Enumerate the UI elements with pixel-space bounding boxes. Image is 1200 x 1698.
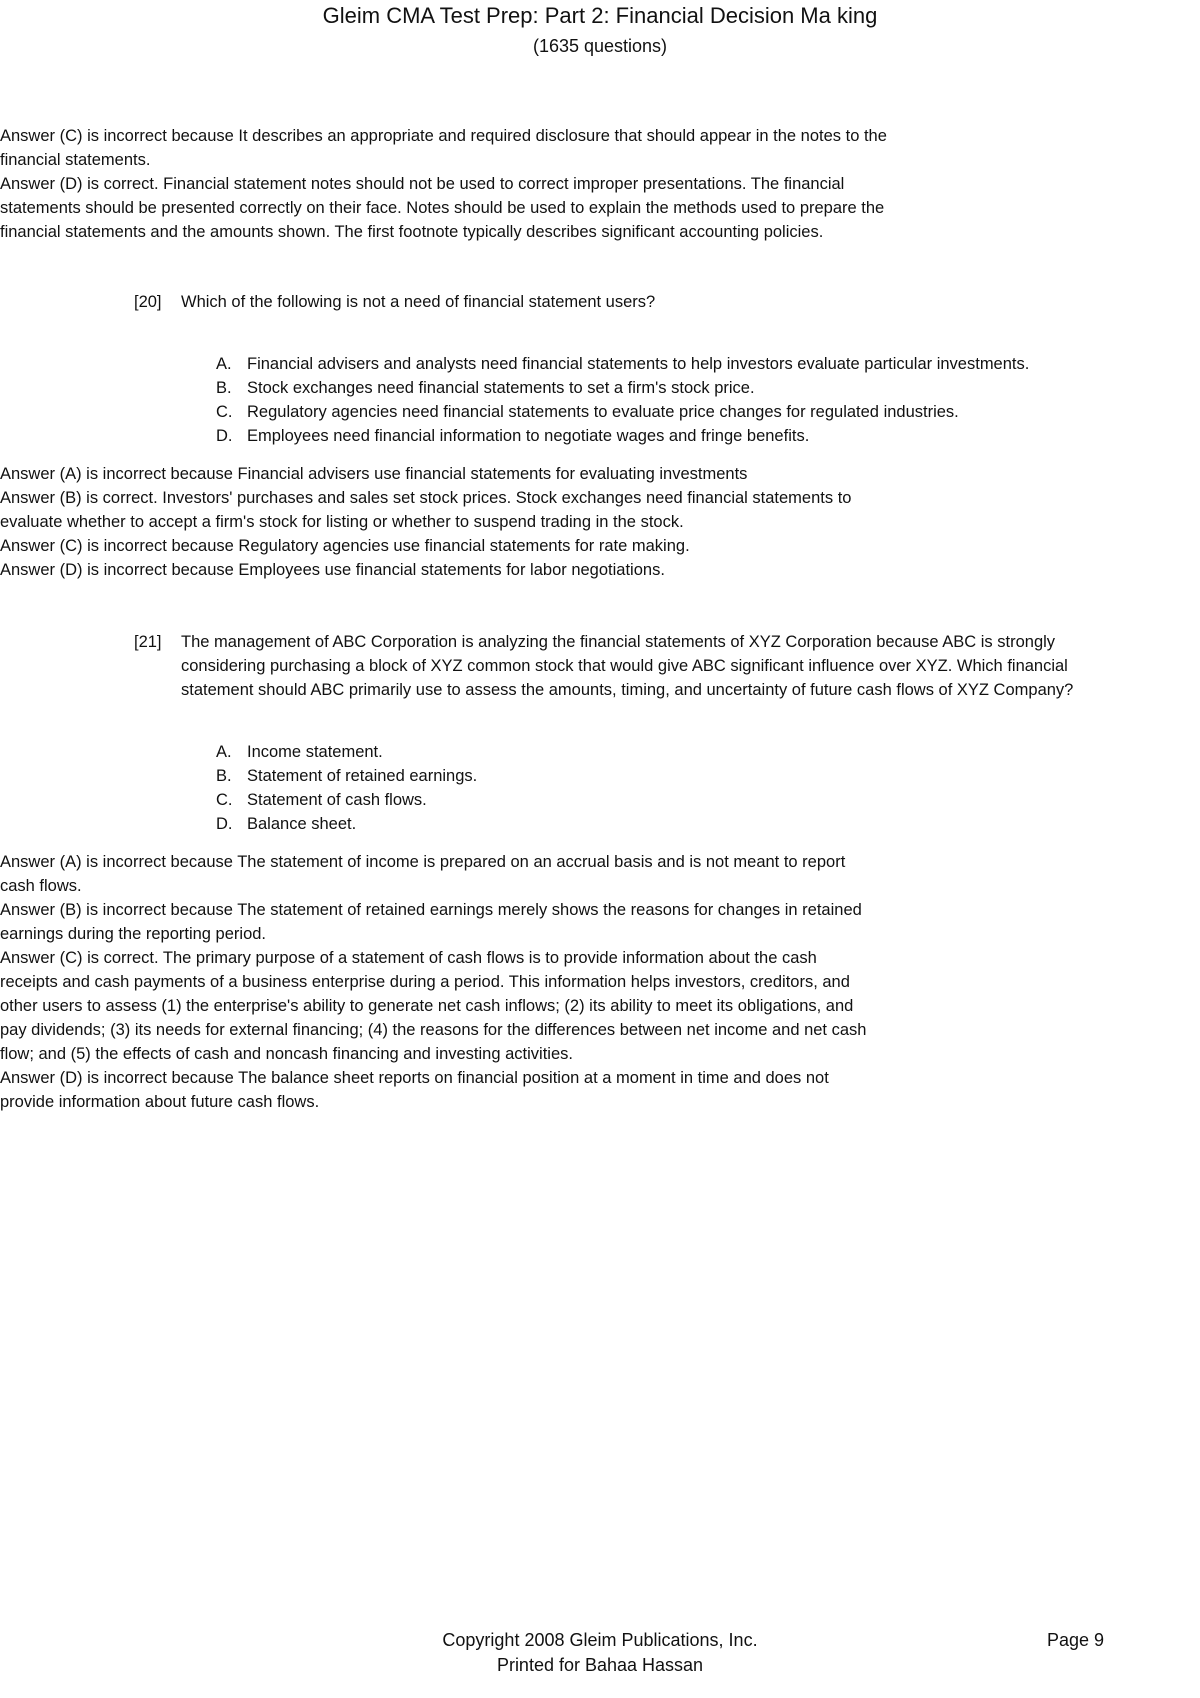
document-title: Gleim CMA Test Prep: Part 2: Financial Decision Ma king xyxy=(322,3,878,28)
answer-choices xyxy=(216,740,1200,836)
printed-for: Printed for Bahaa Hassan xyxy=(496,1655,704,1675)
choice-c: C. Statement of cash flows. xyxy=(216,791,427,809)
page-header xyxy=(0,0,1200,58)
explanation-item: Answer (B) is correct. Investors' purchases and sales set stock prices. Stock exchanges need financial statements to evaluate whether to accept a firm's stock for listing or whether to suspend trading in the stock. xyxy=(0,489,852,531)
question-21 xyxy=(134,630,1106,702)
explanation-item: Answer (C) is correct. The primary purpose of a statement of cash flows is to provide information about the cash receipts and cash payments of a business enterprise during a period. This information helps investors, creditors, and other users to assess (1) the enterprise's ability to generate net cash inflows; (2) its ability to meet its obligations, and pay dividends; (3) its needs for external financing; (4) the reasons for the differences between net income and net cash flow; and (5) the effects of cash and noncash financing and investing activities. xyxy=(0,949,867,1063)
explanation-item: Answer (B) is incorrect because The statement of retained earnings merely shows the reasons for changes in retained earnings during the reporting period. xyxy=(0,901,862,943)
previous-question-explanations xyxy=(0,124,900,244)
question-stem: The management of ABC Corporation is analyzing the financial statements of XYZ Corporation because ABC is strongly considering purchasing a block of XYZ common stock that would give ABC significant influence over XYZ. Which financial statement should ABC primarily use to assess the amounts, timing, and uncertainty of future cash flows of XYZ Company? xyxy=(181,633,1074,699)
page-content xyxy=(0,124,1200,1114)
choice-b: B. Statement of retained earnings. xyxy=(216,767,478,785)
page-number: Page 9 xyxy=(1046,1630,1104,1650)
question-count: (1635 questions) xyxy=(532,36,668,56)
explanation-item: Answer (A) is incorrect because Financial advisers use financial statements for evaluating investments xyxy=(0,465,748,483)
choice-c: C. Regulatory agencies need financial statements to evaluate price changes for regulated industries. xyxy=(216,403,959,421)
explanation-item: Answer (D) is incorrect because Employees use financial statements for labor negotiations. xyxy=(0,561,665,579)
explanation-item: Answer (D) is correct. Financial statement notes should not be used to correct improper presentations. The financial statements should be presented correctly on their face. Notes should be used to explain the methods used to prepare the financial statements and the amounts shown. The first footnote typically describes significant accounting policies. xyxy=(0,175,885,241)
explanation-item: Answer (A) is incorrect because The statement of income is prepared on an accrual basis and is not meant to report cash flows. xyxy=(0,853,846,895)
answer-explanations xyxy=(0,462,870,582)
question-stem: Which of the following is not a need of financial statement users? xyxy=(181,293,656,311)
explanation-item: Answer (C) is incorrect because It describes an appropriate and required disclosure that should appear in the notes to the financial statements. xyxy=(0,127,887,169)
copyright-notice: Copyright 2008 Gleim Publications, Inc. xyxy=(442,1630,758,1650)
question-number: [21] xyxy=(134,633,162,651)
choice-d: D. Employees need financial information to negotiate wages and fringe benefits. xyxy=(216,427,810,445)
question-20 xyxy=(134,290,1106,314)
explanation-item: Answer (D) is incorrect because The balance sheet reports on financial position at a moment in time and does not provide information about future cash flows. xyxy=(0,1069,829,1111)
answer-choices xyxy=(216,352,1200,448)
choice-d: D. Balance sheet. xyxy=(216,815,357,833)
explanation-item: Answer (C) is incorrect because Regulatory agencies use financial statements for rate making. xyxy=(0,537,690,555)
choice-a: A. Financial advisers and analysts need financial statements to help investors evaluate particular investments. xyxy=(216,355,1030,373)
choice-a: A. Income statement. xyxy=(216,743,383,761)
choice-b: B. Stock exchanges need financial statements to set a firm's stock price. xyxy=(216,379,755,397)
question-number: [20] xyxy=(134,293,162,311)
page-footer xyxy=(0,1628,1200,1678)
answer-explanations xyxy=(0,850,870,1114)
